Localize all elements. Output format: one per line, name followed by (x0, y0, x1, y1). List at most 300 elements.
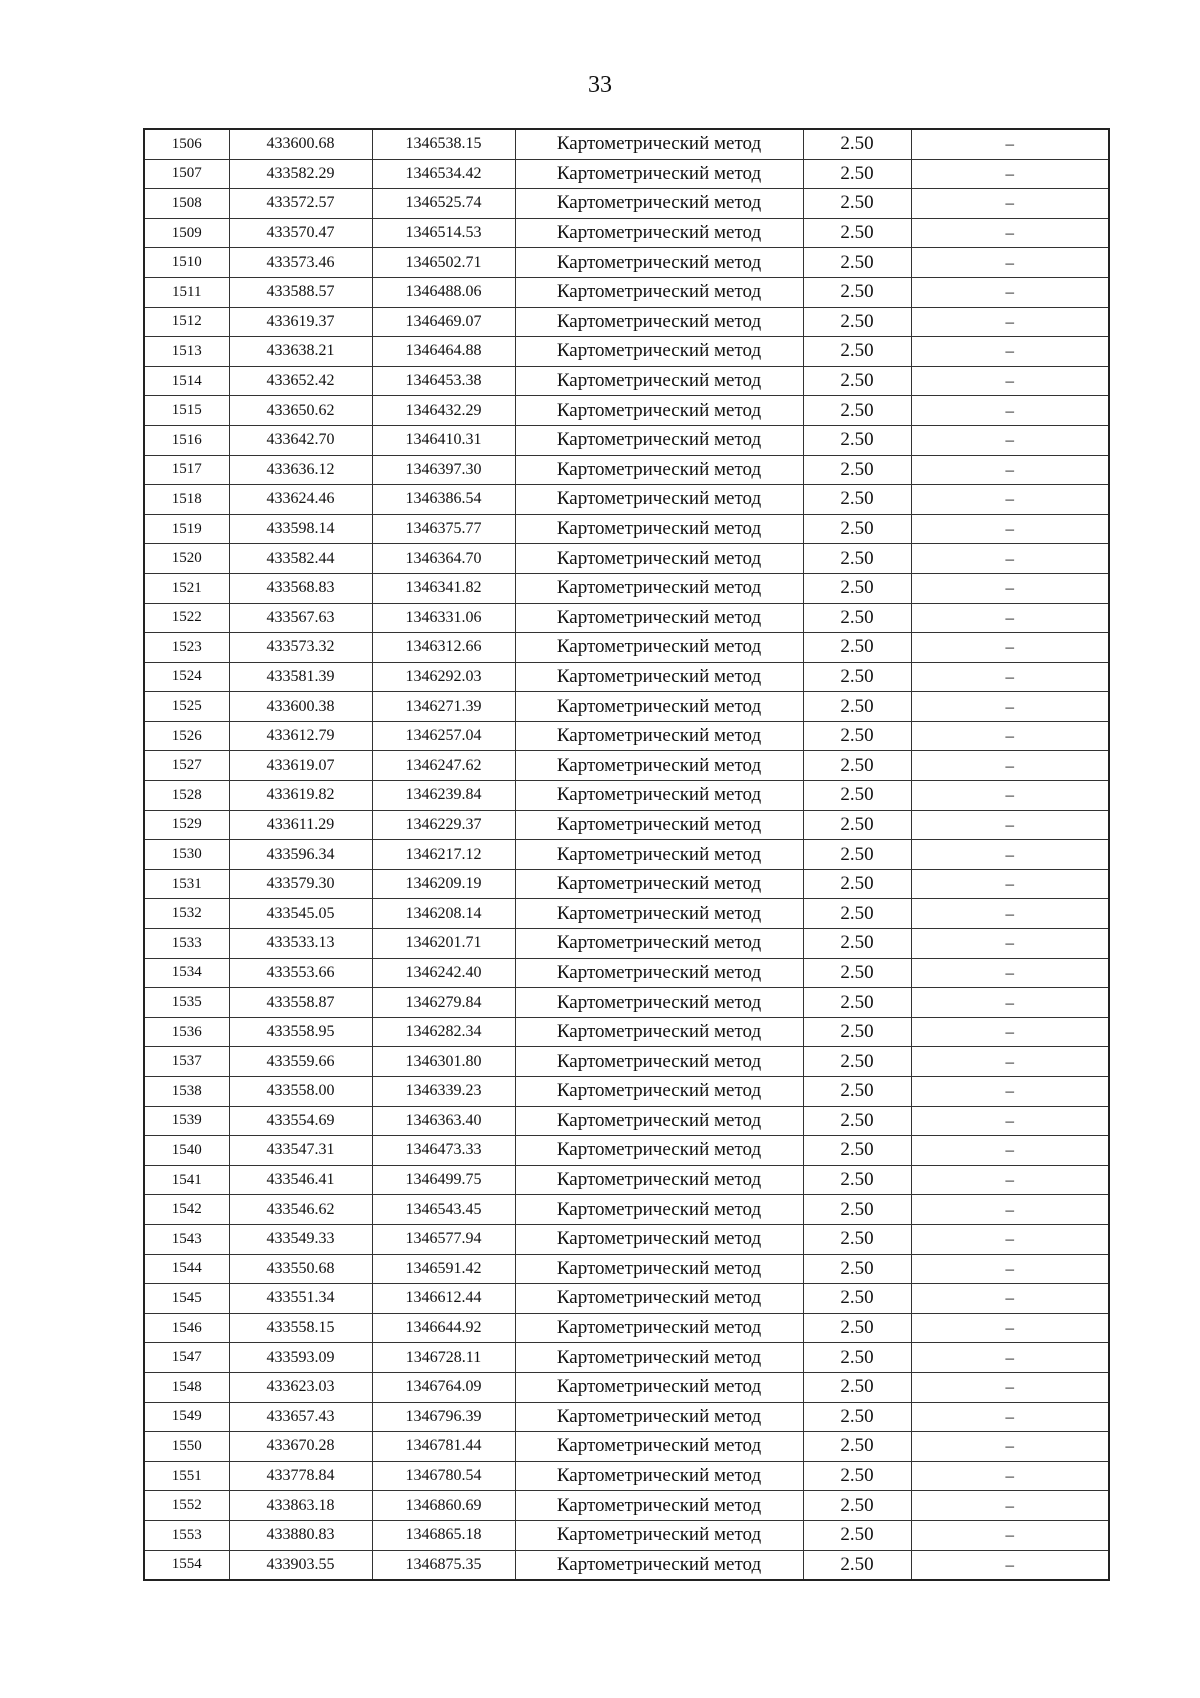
point-number-cell: 1544 (144, 1254, 229, 1284)
method-cell: Картометрический метод (515, 1047, 803, 1077)
x-coordinate-cell: 433551.34 (229, 1284, 372, 1314)
accuracy-cell: 2.50 (803, 248, 911, 278)
accuracy-cell: 2.50 (803, 485, 911, 515)
x-coordinate-cell: 433549.33 (229, 1224, 372, 1254)
table-row (144, 662, 1109, 692)
x-coordinate-cell: 433547.31 (229, 1136, 372, 1166)
point-number-cell: 1549 (144, 1402, 229, 1432)
note-cell: – (911, 692, 1109, 722)
accuracy-cell: 2.50 (803, 692, 911, 722)
method-cell: Картометрический метод (515, 1432, 803, 1462)
x-coordinate-cell: 433554.69 (229, 1106, 372, 1136)
accuracy-cell: 2.50 (803, 662, 911, 692)
y-coordinate-cell: 1346331.06 (372, 603, 515, 633)
y-coordinate-cell: 1346410.31 (372, 425, 515, 455)
note-cell: – (911, 1254, 1109, 1284)
table-row (144, 159, 1109, 189)
point-number-cell: 1512 (144, 307, 229, 337)
point-number-cell: 1547 (144, 1343, 229, 1373)
table-row (144, 1254, 1109, 1284)
table-row (144, 603, 1109, 633)
method-cell: Картометрический метод (515, 988, 803, 1018)
y-coordinate-cell: 1346534.42 (372, 159, 515, 189)
method-cell: Картометрический метод (515, 1313, 803, 1343)
accuracy-cell: 2.50 (803, 1106, 911, 1136)
accuracy-cell: 2.50 (803, 899, 911, 929)
y-coordinate-cell: 1346363.40 (372, 1106, 515, 1136)
method-cell: Картометрический метод (515, 810, 803, 840)
table-row (144, 129, 1109, 159)
point-number-cell: 1506 (144, 129, 229, 159)
note-cell: – (911, 1195, 1109, 1225)
accuracy-cell: 2.50 (803, 1195, 911, 1225)
point-number-cell: 1508 (144, 189, 229, 219)
point-number-cell: 1552 (144, 1491, 229, 1521)
x-coordinate-cell: 433572.57 (229, 189, 372, 219)
table-row (144, 1550, 1109, 1580)
accuracy-cell: 2.50 (803, 396, 911, 426)
method-cell: Картометрический метод (515, 633, 803, 663)
method-cell: Картометрический метод (515, 485, 803, 515)
note-cell: – (911, 1017, 1109, 1047)
x-coordinate-cell: 433553.66 (229, 958, 372, 988)
method-cell: Картометрический метод (515, 1195, 803, 1225)
point-number-cell: 1517 (144, 455, 229, 485)
note-cell: – (911, 1106, 1109, 1136)
y-coordinate-cell: 1346386.54 (372, 485, 515, 515)
table-row (144, 1372, 1109, 1402)
note-cell: – (911, 1520, 1109, 1550)
accuracy-cell: 2.50 (803, 218, 911, 248)
y-coordinate-cell: 1346865.18 (372, 1520, 515, 1550)
accuracy-cell: 2.50 (803, 366, 911, 396)
y-coordinate-cell: 1346781.44 (372, 1432, 515, 1462)
table-row (144, 1017, 1109, 1047)
point-number-cell: 1520 (144, 544, 229, 574)
table-row (144, 781, 1109, 811)
method-cell: Картометрический метод (515, 840, 803, 870)
point-number-cell: 1551 (144, 1461, 229, 1491)
method-cell: Картометрический метод (515, 603, 803, 633)
note-cell: – (911, 958, 1109, 988)
note-cell: – (911, 1402, 1109, 1432)
accuracy-cell: 2.50 (803, 958, 911, 988)
x-coordinate-cell: 433567.63 (229, 603, 372, 633)
accuracy-cell: 2.50 (803, 929, 911, 959)
method-cell: Картометрический метод (515, 929, 803, 959)
y-coordinate-cell: 1346502.71 (372, 248, 515, 278)
point-number-cell: 1553 (144, 1520, 229, 1550)
method-cell: Картометрический метод (515, 751, 803, 781)
table-row (144, 1136, 1109, 1166)
accuracy-cell: 2.50 (803, 1254, 911, 1284)
point-number-cell: 1519 (144, 514, 229, 544)
y-coordinate-cell: 1346201.71 (372, 929, 515, 959)
point-number-cell: 1530 (144, 840, 229, 870)
accuracy-cell: 2.50 (803, 988, 911, 1018)
x-coordinate-cell: 433619.07 (229, 751, 372, 781)
x-coordinate-cell: 433642.70 (229, 425, 372, 455)
point-number-cell: 1511 (144, 277, 229, 307)
method-cell: Картометрический метод (515, 189, 803, 219)
y-coordinate-cell: 1346591.42 (372, 1254, 515, 1284)
point-number-cell: 1526 (144, 721, 229, 751)
x-coordinate-cell: 433579.30 (229, 869, 372, 899)
note-cell: – (911, 869, 1109, 899)
method-cell: Картометрический метод (515, 958, 803, 988)
note-cell: – (911, 840, 1109, 870)
table-row (144, 455, 1109, 485)
table-row (144, 1195, 1109, 1225)
note-cell: – (911, 929, 1109, 959)
accuracy-cell: 2.50 (803, 869, 911, 899)
point-number-cell: 1525 (144, 692, 229, 722)
y-coordinate-cell: 1346612.44 (372, 1284, 515, 1314)
point-number-cell: 1533 (144, 929, 229, 959)
y-coordinate-cell: 1346453.38 (372, 366, 515, 396)
table-row (144, 1520, 1109, 1550)
table-row (144, 514, 1109, 544)
method-cell: Картометрический метод (515, 1017, 803, 1047)
x-coordinate-cell: 433570.47 (229, 218, 372, 248)
table-row (144, 1224, 1109, 1254)
x-coordinate-cell: 433611.29 (229, 810, 372, 840)
table-row (144, 366, 1109, 396)
x-coordinate-cell: 433778.84 (229, 1461, 372, 1491)
table-row (144, 751, 1109, 781)
table-row (144, 1432, 1109, 1462)
accuracy-cell: 2.50 (803, 1224, 911, 1254)
x-coordinate-cell: 433573.46 (229, 248, 372, 278)
table-row (144, 1106, 1109, 1136)
x-coordinate-cell: 433593.09 (229, 1343, 372, 1373)
method-cell: Картометрический метод (515, 781, 803, 811)
method-cell: Картометрический метод (515, 337, 803, 367)
table-row (144, 485, 1109, 515)
table-row (144, 1402, 1109, 1432)
y-coordinate-cell: 1346282.34 (372, 1017, 515, 1047)
y-coordinate-cell: 1346242.40 (372, 958, 515, 988)
method-cell: Картометрический метод (515, 899, 803, 929)
note-cell: – (911, 307, 1109, 337)
x-coordinate-cell: 433623.03 (229, 1372, 372, 1402)
point-number-cell: 1521 (144, 573, 229, 603)
table-row (144, 396, 1109, 426)
x-coordinate-cell: 433596.34 (229, 840, 372, 870)
y-coordinate-cell: 1346543.45 (372, 1195, 515, 1225)
accuracy-cell: 2.50 (803, 544, 911, 574)
accuracy-cell: 2.50 (803, 455, 911, 485)
table-row (144, 1313, 1109, 1343)
method-cell: Картометрический метод (515, 1136, 803, 1166)
y-coordinate-cell: 1346780.54 (372, 1461, 515, 1491)
point-number-cell: 1540 (144, 1136, 229, 1166)
point-number-cell: 1516 (144, 425, 229, 455)
y-coordinate-cell: 1346728.11 (372, 1343, 515, 1373)
note-cell: – (911, 1343, 1109, 1373)
table-row (144, 1491, 1109, 1521)
point-number-cell: 1543 (144, 1224, 229, 1254)
method-cell: Картометрический метод (515, 396, 803, 426)
y-coordinate-cell: 1346312.66 (372, 633, 515, 663)
coordinates-table (143, 128, 1110, 1581)
method-cell: Картометрический метод (515, 455, 803, 485)
y-coordinate-cell: 1346875.35 (372, 1550, 515, 1580)
x-coordinate-cell: 433600.38 (229, 692, 372, 722)
note-cell: – (911, 159, 1109, 189)
accuracy-cell: 2.50 (803, 1165, 911, 1195)
accuracy-cell: 2.50 (803, 1284, 911, 1314)
accuracy-cell: 2.50 (803, 781, 911, 811)
note-cell: – (911, 1165, 1109, 1195)
x-coordinate-cell: 433545.05 (229, 899, 372, 929)
x-coordinate-cell: 433573.32 (229, 633, 372, 663)
x-coordinate-cell: 433650.62 (229, 396, 372, 426)
point-number-cell: 1554 (144, 1550, 229, 1580)
note-cell: – (911, 662, 1109, 692)
note-cell: – (911, 781, 1109, 811)
method-cell: Картометрический метод (515, 662, 803, 692)
point-number-cell: 1528 (144, 781, 229, 811)
y-coordinate-cell: 1346339.23 (372, 1077, 515, 1107)
point-number-cell: 1509 (144, 218, 229, 248)
accuracy-cell: 2.50 (803, 1372, 911, 1402)
table-row (144, 1284, 1109, 1314)
accuracy-cell: 2.50 (803, 1550, 911, 1580)
x-coordinate-cell: 433657.43 (229, 1402, 372, 1432)
table-row (144, 337, 1109, 367)
point-number-cell: 1522 (144, 603, 229, 633)
note-cell: – (911, 1432, 1109, 1462)
table-row (144, 248, 1109, 278)
point-number-cell: 1510 (144, 248, 229, 278)
accuracy-cell: 2.50 (803, 307, 911, 337)
note-cell: – (911, 129, 1109, 159)
y-coordinate-cell: 1346209.19 (372, 869, 515, 899)
table-row (144, 1461, 1109, 1491)
y-coordinate-cell: 1346488.06 (372, 277, 515, 307)
method-cell: Картометрический метод (515, 366, 803, 396)
table-row (144, 869, 1109, 899)
point-number-cell: 1542 (144, 1195, 229, 1225)
accuracy-cell: 2.50 (803, 1136, 911, 1166)
accuracy-cell: 2.50 (803, 840, 911, 870)
table-row (144, 1077, 1109, 1107)
point-number-cell: 1536 (144, 1017, 229, 1047)
point-number-cell: 1513 (144, 337, 229, 367)
point-number-cell: 1527 (144, 751, 229, 781)
x-coordinate-cell: 433533.13 (229, 929, 372, 959)
method-cell: Картометрический метод (515, 869, 803, 899)
x-coordinate-cell: 433903.55 (229, 1550, 372, 1580)
y-coordinate-cell: 1346577.94 (372, 1224, 515, 1254)
x-coordinate-cell: 433550.68 (229, 1254, 372, 1284)
y-coordinate-cell: 1346796.39 (372, 1402, 515, 1432)
y-coordinate-cell: 1346644.92 (372, 1313, 515, 1343)
accuracy-cell: 2.50 (803, 1491, 911, 1521)
note-cell: – (911, 277, 1109, 307)
accuracy-cell: 2.50 (803, 573, 911, 603)
x-coordinate-cell: 433546.62 (229, 1195, 372, 1225)
table-row (144, 929, 1109, 959)
accuracy-cell: 2.50 (803, 1343, 911, 1373)
note-cell: – (911, 485, 1109, 515)
table-row (144, 573, 1109, 603)
x-coordinate-cell: 433619.82 (229, 781, 372, 811)
x-coordinate-cell: 433581.39 (229, 662, 372, 692)
accuracy-cell: 2.50 (803, 633, 911, 663)
method-cell: Картометрический метод (515, 1254, 803, 1284)
method-cell: Картометрический метод (515, 159, 803, 189)
y-coordinate-cell: 1346499.75 (372, 1165, 515, 1195)
note-cell: – (911, 544, 1109, 574)
y-coordinate-cell: 1346257.04 (372, 721, 515, 751)
method-cell: Картометрический метод (515, 721, 803, 751)
accuracy-cell: 2.50 (803, 129, 911, 159)
note-cell: – (911, 514, 1109, 544)
point-number-cell: 1515 (144, 396, 229, 426)
accuracy-cell: 2.50 (803, 337, 911, 367)
note-cell: – (911, 1372, 1109, 1402)
method-cell: Картометрический метод (515, 1491, 803, 1521)
x-coordinate-cell: 433624.46 (229, 485, 372, 515)
accuracy-cell: 2.50 (803, 1520, 911, 1550)
accuracy-cell: 2.50 (803, 751, 911, 781)
table-row (144, 692, 1109, 722)
table-row (144, 988, 1109, 1018)
accuracy-cell: 2.50 (803, 514, 911, 544)
x-coordinate-cell: 433558.87 (229, 988, 372, 1018)
note-cell: – (911, 425, 1109, 455)
table-row (144, 1343, 1109, 1373)
table-row (144, 899, 1109, 929)
table-row (144, 721, 1109, 751)
accuracy-cell: 2.50 (803, 721, 911, 751)
table-row (144, 810, 1109, 840)
table-row (144, 544, 1109, 574)
accuracy-cell: 2.50 (803, 277, 911, 307)
x-coordinate-cell: 433619.37 (229, 307, 372, 337)
note-cell: – (911, 810, 1109, 840)
x-coordinate-cell: 433636.12 (229, 455, 372, 485)
note-cell: – (911, 248, 1109, 278)
method-cell: Картометрический метод (515, 1372, 803, 1402)
y-coordinate-cell: 1346860.69 (372, 1491, 515, 1521)
accuracy-cell: 2.50 (803, 159, 911, 189)
method-cell: Картометрический метод (515, 1461, 803, 1491)
accuracy-cell: 2.50 (803, 1077, 911, 1107)
note-cell: – (911, 366, 1109, 396)
table-row (144, 633, 1109, 663)
point-number-cell: 1507 (144, 159, 229, 189)
note-cell: – (911, 396, 1109, 426)
x-coordinate-cell: 433559.66 (229, 1047, 372, 1077)
method-cell: Картометрический метод (515, 573, 803, 603)
y-coordinate-cell: 1346514.53 (372, 218, 515, 248)
note-cell: – (911, 1550, 1109, 1580)
y-coordinate-cell: 1346247.62 (372, 751, 515, 781)
point-number-cell: 1545 (144, 1284, 229, 1314)
note-cell: – (911, 189, 1109, 219)
point-number-cell: 1546 (144, 1313, 229, 1343)
table-row (144, 218, 1109, 248)
point-number-cell: 1532 (144, 899, 229, 929)
x-coordinate-cell: 433863.18 (229, 1491, 372, 1521)
method-cell: Картометрический метод (515, 277, 803, 307)
note-cell: – (911, 899, 1109, 929)
method-cell: Картометрический метод (515, 1165, 803, 1195)
accuracy-cell: 2.50 (803, 1461, 911, 1491)
point-number-cell: 1529 (144, 810, 229, 840)
method-cell: Картометрический метод (515, 425, 803, 455)
y-coordinate-cell: 1346239.84 (372, 781, 515, 811)
x-coordinate-cell: 433558.15 (229, 1313, 372, 1343)
point-number-cell: 1538 (144, 1077, 229, 1107)
note-cell: – (911, 337, 1109, 367)
method-cell: Картометрический метод (515, 544, 803, 574)
accuracy-cell: 2.50 (803, 603, 911, 633)
table-row (144, 189, 1109, 219)
y-coordinate-cell: 1346364.70 (372, 544, 515, 574)
note-cell: – (911, 1284, 1109, 1314)
y-coordinate-cell: 1346469.07 (372, 307, 515, 337)
y-coordinate-cell: 1346229.37 (372, 810, 515, 840)
x-coordinate-cell: 433600.68 (229, 129, 372, 159)
y-coordinate-cell: 1346217.12 (372, 840, 515, 870)
y-coordinate-cell: 1346279.84 (372, 988, 515, 1018)
point-number-cell: 1523 (144, 633, 229, 663)
x-coordinate-cell: 433612.79 (229, 721, 372, 751)
note-cell: – (911, 1077, 1109, 1107)
x-coordinate-cell: 433588.57 (229, 277, 372, 307)
method-cell: Картометрический метод (515, 692, 803, 722)
method-cell: Картометрический метод (515, 129, 803, 159)
accuracy-cell: 2.50 (803, 1047, 911, 1077)
y-coordinate-cell: 1346764.09 (372, 1372, 515, 1402)
table-row (144, 1047, 1109, 1077)
x-coordinate-cell: 433598.14 (229, 514, 372, 544)
note-cell: – (911, 988, 1109, 1018)
point-number-cell: 1514 (144, 366, 229, 396)
table-row (144, 425, 1109, 455)
note-cell: – (911, 721, 1109, 751)
method-cell: Картометрический метод (515, 248, 803, 278)
y-coordinate-cell: 1346375.77 (372, 514, 515, 544)
y-coordinate-cell: 1346525.74 (372, 189, 515, 219)
note-cell: – (911, 1136, 1109, 1166)
method-cell: Картометрический метод (515, 1343, 803, 1373)
x-coordinate-cell: 433568.83 (229, 573, 372, 603)
x-coordinate-cell: 433880.83 (229, 1520, 372, 1550)
note-cell: – (911, 1047, 1109, 1077)
note-cell: – (911, 1224, 1109, 1254)
table-row (144, 840, 1109, 870)
y-coordinate-cell: 1346432.29 (372, 396, 515, 426)
table-row (144, 958, 1109, 988)
page-number: 33 (588, 72, 612, 98)
y-coordinate-cell: 1346464.88 (372, 337, 515, 367)
point-number-cell: 1524 (144, 662, 229, 692)
accuracy-cell: 2.50 (803, 189, 911, 219)
point-number-cell: 1531 (144, 869, 229, 899)
note-cell: – (911, 1461, 1109, 1491)
x-coordinate-cell: 433582.29 (229, 159, 372, 189)
note-cell: – (911, 603, 1109, 633)
y-coordinate-cell: 1346292.03 (372, 662, 515, 692)
accuracy-cell: 2.50 (803, 1402, 911, 1432)
method-cell: Картометрический метод (515, 218, 803, 248)
accuracy-cell: 2.50 (803, 425, 911, 455)
